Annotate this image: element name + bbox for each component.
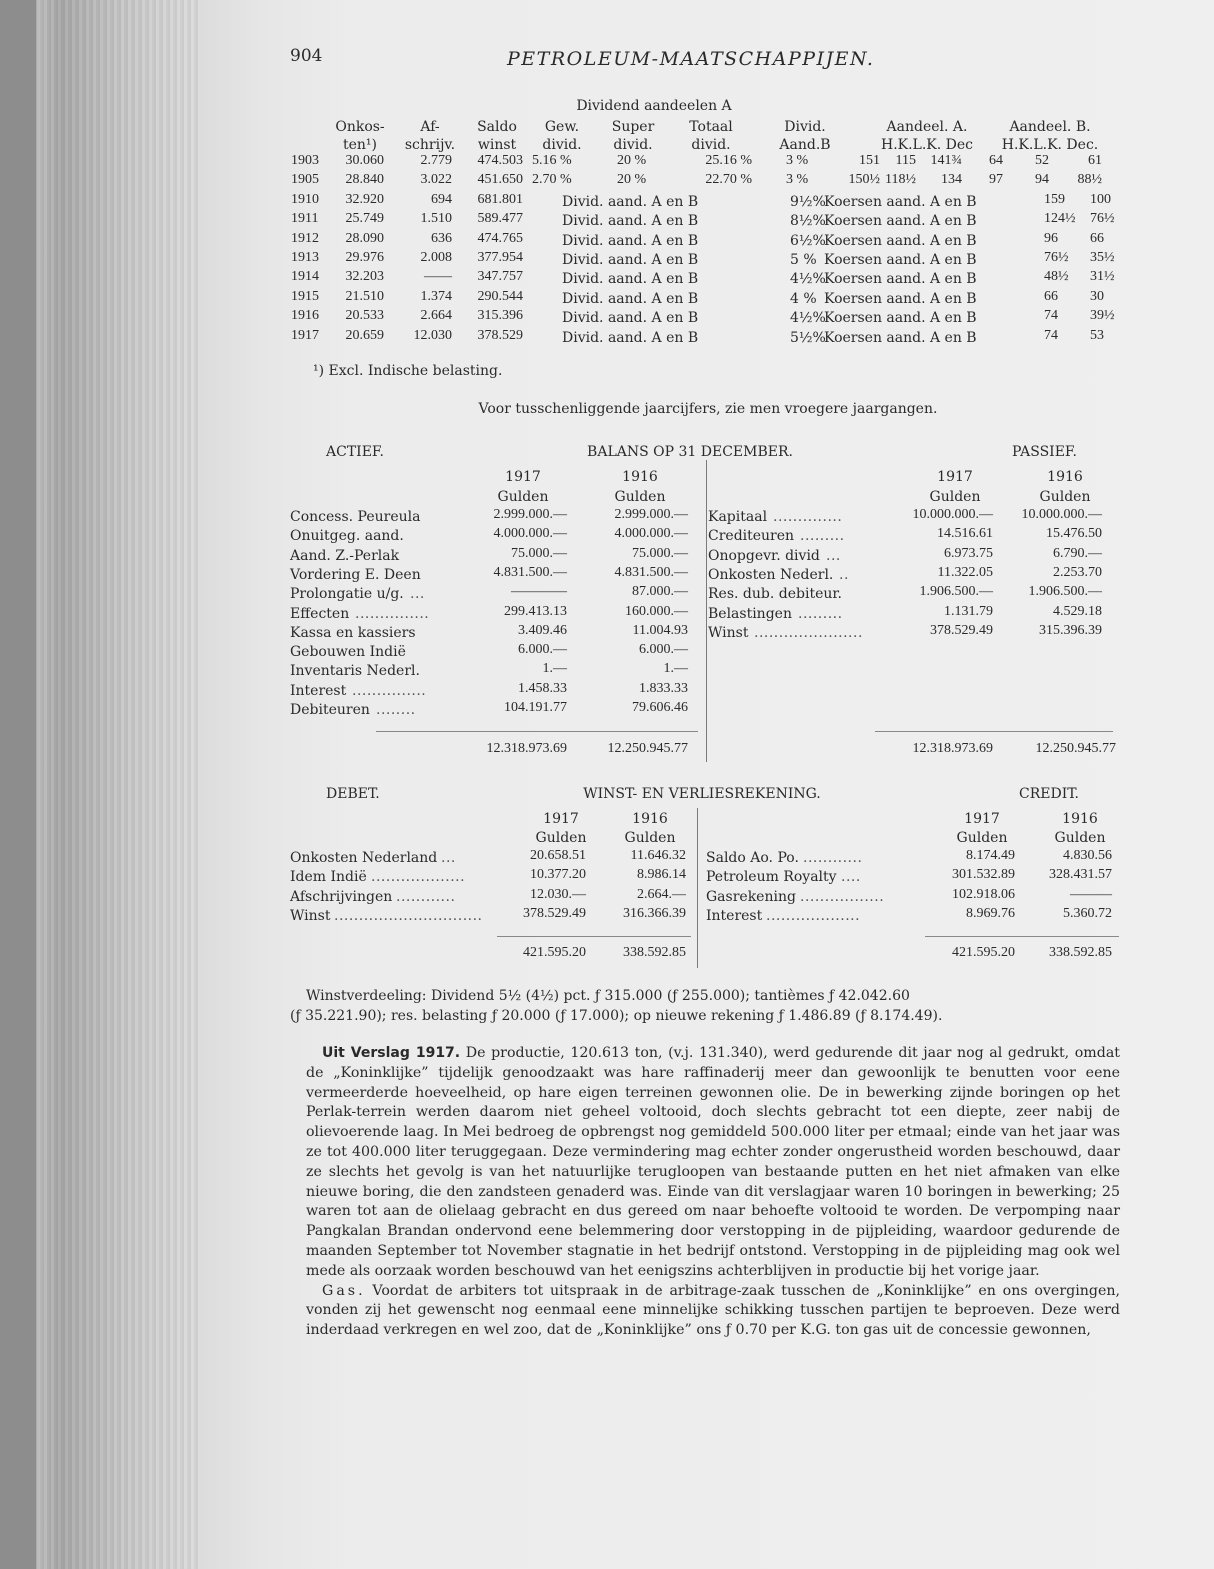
column-subheader-divid_b: Aand.B [779, 137, 831, 153]
winstverdeeling-line2: (ƒ 35.221.90); res. belasting ƒ 20.000 (ƒ 17.000); op nieuwe rekening ƒ 1.486.89 (ƒ 8.174.49). [290, 1008, 943, 1024]
column-year: 1916 [622, 469, 658, 485]
cell-a-low: 115 [895, 153, 916, 168]
column-header-aandeel_b: Aandeel. B. [1009, 119, 1091, 135]
cell-koers-dec: 39½ [1090, 308, 1115, 324]
cell-gew-divid: 2.70 % [532, 172, 572, 188]
cell-divid-b: 3 % [786, 153, 809, 168]
credit-value-1916: 4.830.56 [1063, 848, 1112, 863]
cell-onkosten: 20.659 [345, 327, 384, 343]
credit-value-1917: 8.969.76 [966, 905, 1015, 921]
cell-totaal-divid: 22.70 % [705, 172, 752, 188]
asset-value-1917: 1.458.33 [518, 680, 567, 696]
debit-value-1916: 2.664.— [637, 886, 686, 902]
row-year: 1917 [291, 327, 319, 343]
leader-dots: .. [839, 566, 849, 583]
asset-value-1916: 1.— [663, 661, 688, 677]
column-subheader-saldo: winst [477, 137, 517, 153]
footnote: ¹) Excl. Indische belasting. [313, 363, 503, 379]
asset-label: Inventaris Nederl. [290, 663, 420, 680]
row-year: 1905 [291, 172, 319, 188]
leader-dots: .............................. [334, 907, 483, 924]
asset-value-1916: 11.004.93 [632, 622, 688, 638]
asset-value-1917: 75.000.— [511, 545, 567, 561]
cell-divid-ab: Divid. aand. A en B [562, 271, 699, 288]
debit-value-1916: 316.366.39 [623, 905, 686, 921]
cell-divid-ab: Divid. aand. A en B [562, 290, 699, 307]
asset-label: Kassa en kassiers [290, 624, 416, 641]
asset-value-1917: 4.000.000.— [493, 526, 567, 542]
column-header-super: Super [611, 119, 655, 135]
cell-afschrijving: 636 [431, 230, 452, 246]
cell-afschrijving: 2.008 [420, 250, 452, 265]
credit-total-1916: 338.592.85 [1049, 945, 1112, 960]
leader-dots: ............ [803, 850, 863, 866]
cell-a-high: 151 [859, 153, 880, 168]
liability-value-1916: 1.906.500.— [1028, 584, 1102, 600]
column-year: 1917 [505, 469, 541, 485]
column-year: 1917 [937, 469, 973, 485]
cell-saldo-winst: 377.954 [477, 250, 523, 265]
cell-divid-ab: Divid. aand. A en B [562, 193, 699, 210]
credit-value-1916: ——— [1070, 886, 1112, 902]
cell-b-low: 94 [1035, 172, 1049, 188]
liability-label: Onopgevr. divid [708, 547, 820, 564]
page-number: 904 [290, 46, 323, 66]
cell-koersen-label: Koersen aand. A en B [824, 213, 977, 230]
book-binding [0, 0, 200, 1569]
leader-dots: ... [441, 850, 456, 866]
cell-saldo-winst: 315.396 [477, 308, 523, 324]
asset-value-1917: 299.413.13 [504, 603, 567, 619]
liability-value-1916: 6.790.— [1053, 545, 1102, 561]
row-year: 1911 [291, 211, 319, 227]
cell-koers-dec: 31½ [1090, 269, 1115, 285]
liability-value-1917: 11.322.05 [937, 564, 993, 580]
cell-onkosten: 25.749 [345, 211, 384, 227]
balans-title: BALANS OP 31 DECEMBER. [587, 444, 793, 460]
leader-dots: ........ [376, 702, 416, 718]
cell-saldo-winst: 589.477 [477, 211, 523, 227]
cell-koers-high: 159 [1044, 191, 1065, 207]
column-subheader-aandeel_a: H.K.L.K. Dec [880, 137, 974, 153]
row-year: 1913 [291, 250, 319, 265]
cell-a-low: 118½ [885, 172, 916, 188]
column-unit: Gulden [1054, 830, 1106, 846]
cell-onkosten: 21.510 [345, 288, 384, 304]
row-year: 1914 [291, 269, 319, 285]
cell-saldo-winst: 378.529 [477, 327, 523, 343]
liabilities-total-1916: 12.250.945.77 [1035, 741, 1116, 756]
credit-title: CREDIT. [1019, 786, 1079, 802]
cell-afschrijving: 12.030 [413, 327, 452, 343]
leader-dots: ............ [396, 888, 456, 905]
cell-divid-pct: 4 % [790, 290, 817, 307]
asset-value-1917: ———— [511, 584, 567, 600]
debit-total-1916: 338.592.85 [623, 945, 686, 960]
column-header-saldo: Saldo [477, 119, 517, 135]
liability-label: Onkosten Nederl. [708, 566, 834, 583]
cell-divid-ab: Divid. aand. A en B [562, 213, 699, 230]
cell-divid-ab: Divid. aand. A en B [562, 252, 699, 268]
row-year: 1916 [291, 308, 319, 324]
cell-divid-pct: 4½% [790, 310, 826, 327]
cell-onkosten: 20.533 [345, 308, 384, 324]
leader-dots: ................... [766, 907, 861, 924]
liability-label: Winst [708, 624, 749, 641]
asset-value-1917: 104.191.77 [504, 700, 567, 715]
passief-title: PASSIEF. [1012, 444, 1077, 460]
leader-dots: .............. [773, 509, 843, 525]
leader-dots: ............... [352, 682, 427, 699]
cell-saldo-winst: 474.765 [477, 230, 523, 246]
cell-a-dec: 134 [941, 172, 962, 188]
liability-value-1916: 2.253.70 [1053, 564, 1102, 580]
cell-divid-pct: 5 % [790, 252, 817, 268]
cell-super-divid: 20 % [617, 172, 647, 188]
leader-dots: ......... [798, 605, 843, 622]
cell-afschrijving: 2.779 [420, 153, 452, 168]
column-unit: Gulden [1039, 489, 1091, 505]
asset-label: Gebouwen Indië [290, 644, 406, 661]
asset-value-1916: 1.833.33 [639, 680, 688, 696]
liability-value-1917: 6.973.75 [944, 545, 993, 561]
column-unit: Gulden [497, 489, 549, 505]
row-year: 1915 [291, 288, 319, 304]
gas-lead: Gas. [322, 1282, 366, 1299]
note-jaarcijfers: Voor tusschenliggende jaarcijfers, zie men vroegere jaargangen. [478, 401, 938, 417]
report-lead: Uit Verslag 1917. [322, 1045, 461, 1061]
cell-divid-ab: Divid. aand. A en B [562, 232, 699, 249]
book-edge [0, 0, 36, 1569]
asset-value-1917: 4.831.500.— [493, 564, 567, 580]
report-paragraph-2: Voordat de arbiters tot uitspraak in de arbitrage-zaak tusschen de „Koninklijke” en ons overgingen, vonden zij het gewenscht nog eenmaal eene minnelijke schikking tusschen partijen te beproeven. Deze werd inderdaad verkregen en wel zoo, dat de „Koninklijke” ons ƒ 0.70 per K.G. ton gas uit de concessie gewonnen, [306, 1282, 1120, 1339]
liabilities-total-1917: 12.318.973.69 [912, 741, 993, 756]
row-year: 1912 [291, 230, 319, 246]
cell-koersen-label: Koersen aand. A en B [824, 271, 977, 288]
cell-afschrijving: 1.510 [420, 211, 452, 227]
sum-rule-left [497, 936, 691, 937]
asset-value-1916: 79.606.46 [632, 700, 688, 715]
assets-total-1916: 12.250.945.77 [607, 741, 688, 756]
cell-saldo-winst: 451.650 [477, 172, 523, 188]
cell-onkosten: 32.203 [345, 269, 384, 285]
cell-divid-pct: 5½% [790, 329, 826, 346]
leader-dots: .... [841, 869, 861, 886]
asset-value-1916: 4.000.000.— [614, 526, 688, 542]
cell-divid-pct: 8½% [790, 213, 826, 230]
liability-label: Belastingen [708, 605, 792, 622]
column-unit: Gulden [624, 830, 676, 846]
credit-label: Petroleum Royalty [706, 869, 837, 886]
sum-rule-left [376, 731, 698, 732]
group-header: Dividend aandeelen A [576, 98, 732, 114]
cell-koersen-label: Koersen aand. A en B [824, 290, 977, 307]
debit-value-1917: 12.030.— [530, 886, 586, 902]
running-head: PETROLEUM-MAATSCHAPPIJEN. [507, 48, 875, 70]
cell-a-dec: 141¾ [930, 153, 962, 168]
cell-saldo-winst: 290.544 [477, 288, 523, 304]
cell-afschrijving: 3.022 [420, 172, 452, 188]
column-subheader-super: divid. [613, 137, 653, 153]
asset-value-1917: 2.999.000.— [493, 507, 567, 522]
cell-koers-high: 124½ [1044, 211, 1076, 227]
cell-saldo-winst: 474.503 [477, 153, 523, 168]
cell-divid-ab: Divid. aand. A en B [562, 329, 699, 346]
leader-dots: ... [826, 547, 841, 564]
column-year: 1917 [964, 811, 1000, 827]
column-header-afschrijv: Af- [420, 119, 440, 135]
column-header-aandeel_a: Aandeel. A. [886, 119, 968, 135]
sum-rule-right [925, 936, 1119, 937]
credit-value-1916: 5.360.72 [1063, 905, 1112, 921]
cell-koers-dec: 35½ [1090, 250, 1115, 265]
column-unit: Gulden [956, 830, 1008, 846]
credit-label: Interest [706, 907, 763, 924]
debit-value-1916: 8.986.14 [637, 867, 686, 883]
cell-koersen-label: Koersen aand. A en B [824, 329, 977, 346]
asset-label: Concess. Peureula [290, 509, 421, 525]
credit-total-1917: 421.595.20 [952, 945, 1015, 960]
asset-value-1916: 2.999.000.— [614, 507, 688, 522]
asset-value-1916: 4.831.500.— [614, 564, 688, 580]
debit-label: Onkosten Nederland [290, 850, 438, 866]
asset-label: Vordering E. Deen [290, 566, 421, 583]
cell-afschrijving: —— [424, 269, 452, 285]
cell-koers-high: 74 [1044, 308, 1058, 324]
cell-saldo-winst: 347.757 [477, 269, 523, 285]
asset-label: Aand. Z.-Perlak [290, 547, 400, 564]
cell-koers-high: 96 [1044, 230, 1058, 246]
cell-koersen-label: Koersen aand. A en B [824, 232, 977, 249]
credit-value-1917: 301.532.89 [952, 867, 1015, 883]
asset-label: Interest [290, 682, 347, 699]
liability-label: Kapitaal [708, 509, 768, 525]
credit-value-1917: 102.918.06 [952, 886, 1015, 902]
column-subheader-gew: divid. [542, 137, 582, 153]
cell-super-divid: 20 % [617, 153, 647, 168]
report-paragraph-1: De productie, 120.613 ton, (v.j. 131.340), werd gedurende dit jaar nog al gedrukt, omdat de „Koninklijke” tijdelijk genoodzaakt was hare raffinaderij meer dan gewoonlijk te benutten voor eene vermeerderde hoeveelheid, op hare eigen terreinen gewonnen olie. De in bewerking zijnde boringen op het Perlak-terrein werden daarom niet geheel voltooid, doch slechts gebracht tot een diepte, zeer nabij de olievoerende laag. In Mei bedroeg de opbrengst nog gemiddeld 500.000 liter per etmaal; einde van het jaar was ze tot 400.000 liter teruggegaan. Deze vermindering mag echter zonder ongerustheid worden beschouwd, daar ze slechts het gevolg is van het natuurlijke terugloopen van bestaande putten en het niet afmaken van elke nieuwe boring, die den zandsteen genaderd was. Einde van dit verslagjaar waren 10 boringen in bewerking; 25 waren tot aan de olielaag gebracht en dus gereed om naar behoefte voltooid te worden. De verpomping naar Pangkalan Brandan ondervond eene belemmering door verstopping in de pijpleiding, waardoor gedurende de maanden September tot November stagnatie in het bedrijf ontstond. Verstopping in de pijpleiding mag ook wel mede als oorzaak worden beschouwd van het eenigszins achterblijven in productie bij het vorige jaar. [306, 1045, 1120, 1279]
leader-dots: ................. [800, 888, 885, 905]
asset-value-1916: 87.000.— [632, 584, 688, 600]
cell-divid-pct: 6½% [790, 232, 826, 249]
asset-value-1917: 3.409.46 [518, 622, 567, 638]
cell-b-high: 64 [989, 153, 1003, 168]
asset-label: Debiteuren [290, 702, 370, 718]
cell-totaal-divid: 25.16 % [705, 153, 752, 168]
column-header-divid_b: Divid. [784, 119, 826, 135]
debit-value-1917: 378.529.49 [523, 905, 586, 921]
cell-divid-b: 3 % [786, 172, 809, 188]
column-subheader-totaal: divid. [691, 137, 731, 153]
cell-gew-divid: 5.16 % [532, 153, 572, 168]
column-year: 1916 [1062, 811, 1098, 827]
cell-divid-pct: 4½% [790, 271, 826, 288]
column-year: 1916 [632, 811, 668, 827]
column-subheader-onkosten: ten¹) [342, 137, 378, 153]
cell-koers-high: 48½ [1044, 269, 1069, 285]
cell-koers-dec: 30 [1090, 288, 1104, 304]
row-year: 1910 [291, 191, 319, 207]
column-header-onkosten: Onkos- [335, 119, 385, 135]
column-subheader-afschrijv: schrijv. [404, 137, 456, 153]
credit-label: Saldo Ao. Po. [706, 850, 799, 866]
cell-b-high: 97 [989, 172, 1003, 188]
cell-a-high: 150½ [848, 172, 880, 188]
pnl-divider [697, 808, 698, 968]
cell-afschrijving: 2.664 [420, 308, 452, 324]
sum-rule-right [875, 731, 1113, 732]
liability-value-1917: 1.906.500.— [919, 584, 993, 600]
asset-label: Prolongatie u/g. [290, 586, 404, 603]
column-subheader-aandeel_b: H.K.L.K. Dec. [1001, 137, 1099, 153]
liability-value-1917: 14.516.61 [937, 526, 993, 542]
cell-koersen-label: Koersen aand. A en B [824, 252, 977, 268]
asset-value-1916: 75.000.— [632, 545, 688, 561]
cell-koers-dec: 100 [1090, 191, 1111, 207]
cell-koers-dec: 76½ [1090, 211, 1115, 227]
cell-b-dec: 88½ [1077, 172, 1102, 188]
debit-label: Winst [290, 907, 331, 924]
cell-koers-high: 74 [1044, 327, 1058, 343]
leader-dots: ................... [371, 869, 466, 886]
asset-label: Effecten [290, 605, 350, 622]
column-year: 1916 [1047, 469, 1083, 485]
asset-value-1917: 1.— [542, 661, 567, 677]
asset-value-1916: 160.000.— [625, 603, 688, 619]
winst-verlies-title: WINST- EN VERLIESREKENING. [583, 786, 821, 802]
report-text [306, 1044, 1120, 1341]
cell-afschrijving: 1.374 [420, 288, 452, 304]
leader-dots: ... [410, 586, 425, 603]
column-header-gew: Gew. [544, 119, 580, 135]
cell-koersen-label: Koersen aand. A en B [824, 193, 977, 210]
credit-value-1916: 328.431.57 [1049, 867, 1112, 883]
winstverdeeling-line1: Winstverdeeling: Dividend 5½ (4½) pct. ƒ 315.000 (ƒ 255.000); tantièmes ƒ 42.042.60 [306, 988, 910, 1004]
actief-title: ACTIEF. [326, 444, 384, 460]
balance-divider [706, 460, 707, 762]
column-unit: Gulden [614, 489, 666, 505]
cell-divid-pct: 9½% [790, 193, 826, 210]
debit-value-1917: 20.658.51 [530, 848, 586, 863]
column-unit: Gulden [535, 830, 587, 846]
column-unit: Gulden [929, 489, 981, 505]
column-header-totaal: Totaal [689, 119, 733, 135]
cell-divid-ab: Divid. aand. A en B [562, 310, 699, 327]
cell-koers-dec: 66 [1090, 230, 1104, 246]
liability-value-1916: 15.476.50 [1046, 526, 1102, 542]
debit-label: Idem Indië [290, 869, 367, 886]
liability-value-1917: 378.529.49 [930, 622, 993, 638]
debet-title: DEBET. [326, 786, 380, 802]
liability-value-1916: 4.529.18 [1053, 603, 1102, 619]
cell-koers-dec: 53 [1090, 327, 1104, 343]
column-year: 1917 [543, 811, 579, 827]
cell-koers-high: 76½ [1044, 250, 1069, 265]
cell-saldo-winst: 681.801 [477, 191, 523, 207]
cell-afschrijving: 694 [431, 191, 452, 207]
debit-label: Afschrijvingen [290, 888, 393, 905]
liability-value-1917: 10.000.000.— [912, 507, 993, 522]
debit-value-1917: 10.377.20 [530, 867, 586, 883]
cell-koers-high: 66 [1044, 288, 1058, 304]
cell-onkosten: 28.090 [345, 230, 384, 246]
debit-total-1917: 421.595.20 [523, 945, 586, 960]
asset-label: Onuitgeg. aand. [290, 528, 404, 545]
cell-onkosten: 32.920 [345, 191, 384, 207]
cell-b-low: 52 [1035, 153, 1049, 168]
leader-dots: ......... [800, 528, 845, 545]
liability-label: Res. dub. debiteur. [708, 586, 842, 603]
asset-value-1916: 6.000.— [639, 642, 688, 658]
credit-value-1917: 8.174.49 [966, 848, 1015, 863]
liability-label: Crediteuren [708, 528, 795, 545]
leader-dots: ...................... [754, 624, 863, 641]
liability-value-1917: 1.131.79 [944, 603, 993, 619]
assets-total-1917: 12.318.973.69 [486, 741, 567, 756]
debit-value-1916: 11.646.32 [630, 848, 686, 863]
liability-value-1916: 10.000.000.— [1021, 507, 1102, 522]
liability-value-1916: 315.396.39 [1039, 622, 1102, 638]
cell-onkosten: 28.840 [345, 172, 384, 188]
cell-onkosten: 30.060 [345, 153, 384, 168]
cell-b-dec: 61 [1088, 153, 1102, 168]
row-year: 1903 [291, 153, 319, 168]
asset-value-1917: 6.000.— [518, 642, 567, 658]
credit-label: Gasrekening [706, 888, 796, 905]
cell-koersen-label: Koersen aand. A en B [824, 310, 977, 327]
leader-dots: ............... [355, 605, 430, 622]
cell-onkosten: 29.976 [345, 250, 384, 265]
